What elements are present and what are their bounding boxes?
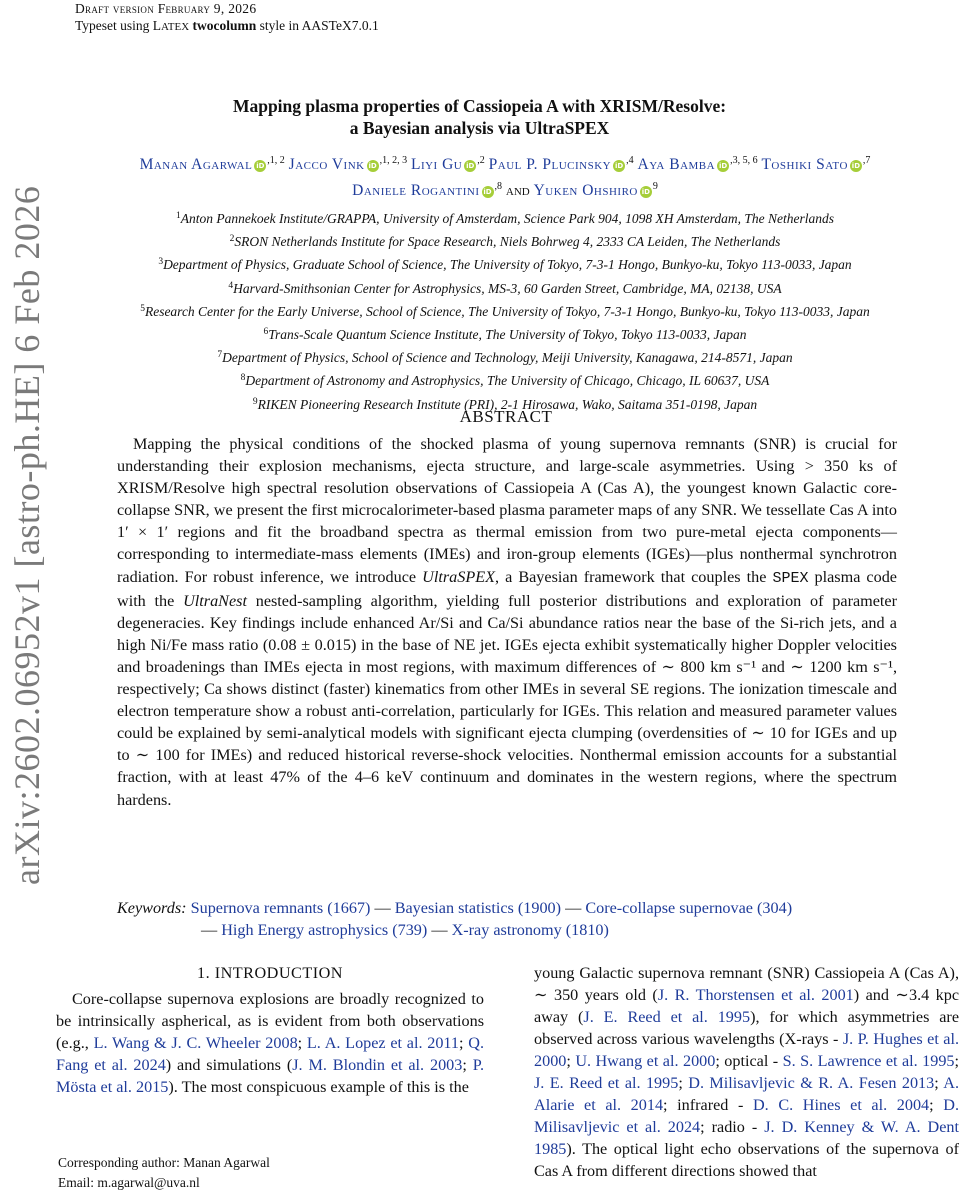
text-run: ; [459, 1034, 469, 1052]
orcid-icon[interactable]: iD [466, 162, 475, 170]
text-run: ; infrared - [663, 1096, 753, 1114]
citation-link[interactable]: D. Milisavljevic & R. A. Fesen 2013 [688, 1074, 935, 1092]
text-run: ; [678, 1074, 689, 1092]
text-run: Core-collapse supernova explosions are broadly recognized to be intrinsically aspherical, as is evident from both observations (e.g., [56, 990, 484, 1052]
author-link[interactable]: Yuken Ohshiro [533, 182, 638, 199]
author-affil-sup: 9 [652, 181, 658, 192]
draft-version: Draft version February 9, 2026 [75, 1, 257, 16]
section-heading: 1. INTRODUCTION [197, 964, 343, 982]
affil-text: Department of Physics, School of Science and Technology, Meiji University, Kanagawa, 214-8571, Japan [222, 350, 793, 366]
text-run: ) and simulations ( [165, 1056, 293, 1074]
author-affil-sup: ,1, 2, 3 [379, 155, 408, 166]
spex-code: SPEX [772, 569, 809, 587]
typeset-post: style in AASTeX7.0.1 [256, 18, 379, 33]
orcid-icon[interactable]: iD [851, 162, 861, 170]
author-affil-sup: ,8 [494, 181, 503, 192]
citation-link[interactable]: J. R. Thorstensen et al. 2001 [657, 986, 854, 1004]
citation-link[interactable]: D. Milisavljevic et al. 2024 [534, 1096, 959, 1136]
orcid-icon[interactable]: iD [641, 188, 650, 196]
text-run: ). The optical light echo observations of the supernova of Cas A from different directions showed that [534, 1140, 959, 1180]
abstract-body [117, 433, 897, 811]
intro-right-column [534, 962, 959, 1182]
text-run: ; [954, 1052, 959, 1070]
affil-text: Harvard-Smithsonian Center for Astrophysics, MS-3, 60 Garden Street, Cambridge, MA, 02138, USA [233, 280, 782, 296]
keyword-sep: — [201, 921, 222, 939]
text-run: ). The most conspicuous example of this is the [168, 1078, 469, 1096]
keywords-label: Keywords: [117, 899, 187, 917]
keyword-sep: — [370, 899, 395, 917]
citation-link[interactable]: Q. Fang et al. 2024 [56, 1034, 485, 1074]
citation-link[interactable]: L. Wang & J. C. Wheeler 2008 [93, 1034, 298, 1052]
author-affil-sup: ,4 [626, 155, 634, 166]
affil-number: 5 [140, 303, 145, 314]
citation-link[interactable]: U. Hwang et al. 2000 [575, 1052, 716, 1070]
author-link[interactable]: Liyi Gu [410, 156, 463, 173]
intro-left-column [56, 962, 484, 1098]
author-link[interactable]: Paul P. Plucinsky [488, 156, 612, 173]
affil-number: 9 [252, 396, 258, 407]
keyword-sep: — [561, 899, 586, 917]
keyword-link[interactable]: Core-collapse supernovae (304) [585, 899, 793, 917]
ultranest-name: UltraNest [183, 591, 247, 610]
intro-paragraph-cont [534, 962, 959, 1182]
title-line-2: a Bayesian analysis via UltraSPEX [349, 118, 610, 138]
affiliations [0, 206, 959, 415]
affil-text: Research Center for the Early Universe, School of Science, The University of Tokyo, 7-3-1 Hongo, Bunkyo-ku, Tokyo 113-0033, Japan [144, 303, 870, 319]
affil-text: Trans-Scale Quantum Science Institute, The University of Tokyo, Tokyo 113-0033, Japan [268, 327, 747, 343]
orcid-icon[interactable]: iD [615, 162, 624, 170]
affiliation [0, 322, 959, 345]
text-run: ) and ∼3.4 kpc away ( [534, 986, 959, 1026]
keyword-link[interactable]: Bayesian statistics (1900) [394, 899, 562, 917]
abstract-text: nested-sampling algorithm, yielding full posterior distributions and exploration of parameter degeneracies. Key findings include enhanced Ar/Si and Ca/Si abundance ratios near the base of the Si-rich jets, and a high Ni/Fe mass ratio (0.08 ± 0.015) in the base of NE jet. IGEs ejecta exhibit systematically higher Doppler velocities and broadenings than IMEs ejecta in most regions, with maximum differences of ∼ 800 km s⁻¹ and ∼ 1200 km s⁻¹, respectively; Ca shows distinct (faster) kinematics from other IMEs in several SE regions. The ionization timescale and electron temperature show a robust anti-correlation, particularly for IGEs. This relation and measured parameter values could be explained by semi-analytical models with significant ejecta clumping (overdensities of ∼ 10 for IGEs and up to ∼ 100 for IMEs) and reduced historical reverse-shock velocities. Nonthermal emission accounts for a substantial fraction, with at least 47% of the 4–6 keV continuum and dominates in the western regions, where the spectrum hardens. [117, 591, 897, 809]
latex-logo: ATEX [161, 21, 190, 33]
abstract-text: plasma code with the [117, 567, 897, 610]
corresponding-author: Corresponding author: Manan Agarwal [58, 1155, 270, 1170]
citation-link[interactable]: J. D. Kenney & W. A. Dent 1985 [534, 1118, 959, 1158]
orcid-icon[interactable]: iD [368, 162, 377, 170]
paper-title [0, 95, 959, 139]
citation-link[interactable]: D. C. Hines et al. 2004 [752, 1096, 930, 1114]
corresponding-author-footnote [58, 1153, 270, 1193]
title-line-1: Mapping plasma properties of Cassiopeia A with XRISM/Resolve: [232, 96, 727, 116]
author-affil-sup: ,2 [477, 155, 485, 166]
citation-link[interactable]: S. S. Lawrence et al. 1995 [782, 1052, 955, 1070]
keyword-link[interactable]: High Energy astrophysics (739) [221, 921, 428, 939]
abstract-heading: ABSTRACT [459, 407, 553, 426]
affiliation [0, 252, 959, 275]
author-list [55, 150, 955, 202]
and-word: and [505, 182, 530, 199]
text-run: ; [566, 1052, 576, 1070]
affil-number: 6 [263, 327, 269, 338]
ultraspex-name: UltraSPEX [422, 567, 495, 586]
keywords [117, 897, 897, 941]
affil-text: SRON Netherlands Institute for Space Research, Niels Bohrweg 4, 2333 CA Leiden, The Netherlands [234, 234, 781, 250]
affiliation [0, 299, 959, 322]
email[interactable]: Email: m.agarwal@uva.nl [58, 1175, 200, 1190]
citation-link[interactable]: L. A. Lopez et al. 2011 [306, 1034, 460, 1052]
text-run: young Galactic supernova remnant (SNR) Cassiopeia A (Cas A), ∼ 350 years old ( [534, 964, 959, 1004]
affil-number: 3 [158, 257, 164, 268]
affiliation [0, 368, 959, 391]
abstract-text: Mapping the physical conditions of the shocked plasma of young supernova remnants (SNR) is crucial for understanding their explosion mechanisms, ejecta structure, and large-scale asymmetries. Using > 350 ks of XRISM/Resolve high spectral resolution observations of Cassiopeia A (Cas A), the youngest known Galactic core-collapse SNR, we present the first microcalorimeter-based plasma parameter maps of any SNR. We tessellate Cas A into 1′ × 1′ regions and fit the broadband spectra as thermal emission from two pure-metal ejecta components—corresponding to intermediate-mass elements (IMEs) and iron-group elements (IGEs)—plus nonthermal synchrotron radiation. For robust inference, we introduce [117, 435, 897, 586]
author-link[interactable]: Manan Agarwal [139, 156, 253, 173]
affil-number: 4 [228, 280, 234, 291]
orcid-icon[interactable]: iD [256, 162, 265, 170]
page-header [75, 0, 379, 36]
affil-number: 1 [175, 211, 181, 221]
affiliation [0, 345, 959, 368]
affil-number: 2 [229, 234, 235, 245]
citation-link[interactable]: J. E. Reed et al. 1995 [534, 1074, 679, 1092]
text-run: ; [929, 1096, 944, 1114]
typeset-pre: Typeset using L [75, 18, 162, 33]
citation-link[interactable]: A. Alarie et al. 2014 [534, 1074, 959, 1114]
affil-text: RIKEN Pioneering Research Institute (PRI), 2-1 Hirosawa, Wako, Saitama 351-0198, Japan [257, 396, 758, 412]
author-link[interactable]: Jacco Vink [288, 156, 365, 173]
affil-text: Department of Physics, Graduate School of Science, The University of Tokyo, 7-3-1 Hongo, Bunkyo-ku, Tokyo 113-0033, Japan [163, 257, 852, 273]
affil-number: 7 [217, 350, 223, 361]
affiliation [0, 276, 959, 299]
keyword-link[interactable]: Supernova remnants (1667) [190, 899, 371, 917]
author-affil-sup: ,7 [862, 155, 871, 166]
typeset-bold: twocolumn [192, 18, 257, 33]
text-run: ; [934, 1074, 944, 1092]
orcid-icon[interactable]: iD [483, 188, 492, 196]
citation-link[interactable]: J. M. Blondin et al. 2003 [292, 1056, 463, 1074]
affiliation [0, 229, 959, 252]
affil-number: 8 [240, 373, 246, 384]
keyword-link[interactable]: X-ray astronomy (1810) [451, 921, 609, 939]
typeset-note [75, 17, 379, 36]
orcid-icon[interactable]: iD [718, 162, 728, 170]
text-run: ; [462, 1056, 473, 1074]
keyword-sep: — [427, 921, 452, 939]
author-link[interactable]: Toshiki Sato [761, 156, 848, 173]
arxiv-sidebar-id: arXiv:2602.06952v1 [astro-ph.HE] 6 Feb 2026 [7, 185, 47, 885]
affil-text: Department of Astronomy and Astrophysics, The University of Chicago, Chicago, IL 60637, USA [245, 373, 770, 389]
affil-text: Anton Pannekoek Institute/GRAPPA, University of Amsterdam, Science Park 904, 1098 XH Amsterdam, The Netherlands [180, 211, 834, 226]
text-run: ; optical - [715, 1052, 783, 1070]
author-affil-sup: ,1, 2 [267, 155, 285, 166]
text-run: ; [297, 1034, 307, 1052]
author-link[interactable]: Aya Bamba [637, 156, 716, 173]
citation-link[interactable]: J. E. Reed et al. 1995 [583, 1008, 751, 1026]
author-link[interactable]: Daniele Rogantini [352, 182, 480, 199]
affiliation [0, 206, 959, 229]
intro-paragraph [56, 988, 484, 1098]
text-run: ; radio - [700, 1118, 765, 1136]
citation-link[interactable]: J. P. Hughes et al. 2000 [534, 1030, 959, 1070]
text-run: ), for which asymmetries are observed across various wavelengths (X-rays - [534, 1008, 959, 1048]
abstract-text: , a Bayesian framework that couples the [494, 567, 773, 586]
author-affil-sup: ,3, 5, 6 [730, 155, 758, 166]
citation-link[interactable]: P. Mösta et al. 2015 [56, 1056, 484, 1096]
